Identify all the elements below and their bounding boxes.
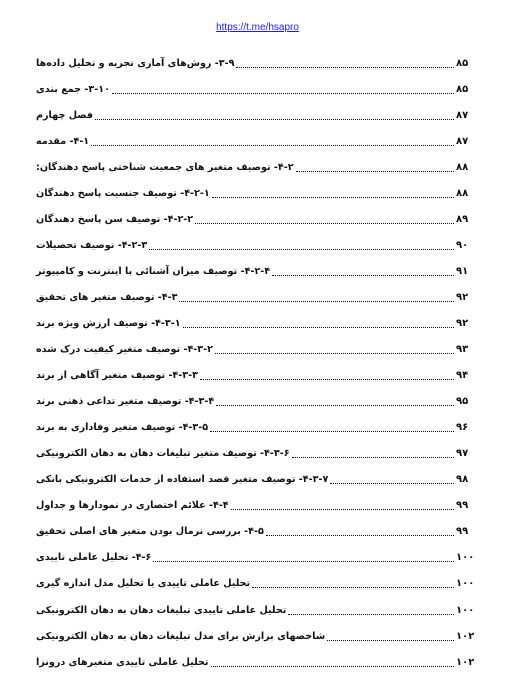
- toc-entry-title: فصل چهارم: [36, 109, 94, 121]
- toc-entry[interactable]: [34, 389, 482, 415]
- toc-entry-page-number: ۸۷: [456, 109, 469, 121]
- toc-entry-title: ۴-۵- بررسی نرمال بودن متغیر های اصلی تحقیق: [36, 526, 264, 538]
- toc-entry-title: تحلیل عاملی تاییدی متغیرهای درونزا: [36, 656, 209, 668]
- toc-entry-title: ۴-۳-۴- توصیف متغیر تداعی ذهنی برند: [36, 396, 215, 408]
- toc-entry[interactable]: [34, 50, 482, 76]
- dot-leader: [149, 249, 454, 250]
- toc-entry-title: ۴-۳-۲- توصیف متغیر کیفیت درک شده: [36, 344, 213, 356]
- dot-leader: [91, 145, 454, 146]
- toc-entry[interactable]: [34, 310, 482, 336]
- toc-entry[interactable]: [34, 649, 482, 675]
- toc-entry-page-number: ۱۰۲: [456, 630, 475, 642]
- table-of-contents: [34, 50, 482, 675]
- toc-entry-page-number: ۸۸: [456, 187, 469, 199]
- toc-entry-page-number: ۹۵: [456, 396, 469, 408]
- toc-entry-page-number: ۸۵: [456, 57, 469, 69]
- dot-leader: [292, 457, 454, 458]
- toc-entry-page-number: ۹۹: [456, 500, 469, 512]
- toc-entry[interactable]: [34, 467, 482, 493]
- toc-entry-page-number: ۹۹: [456, 526, 469, 538]
- dot-leader: [183, 327, 454, 328]
- toc-entry-title: ۴-۲-۲- توصیف سن پاسخ دهندگان: [36, 213, 194, 225]
- toc-entry[interactable]: [34, 232, 482, 258]
- dot-leader: [330, 483, 454, 484]
- toc-entry-title: ۳-۱۰- جمع بندی: [36, 83, 110, 95]
- toc-entry-title: ۴-۳- توصیف متغیر های تحقیق: [36, 291, 178, 303]
- dot-leader: [112, 93, 454, 94]
- toc-entry-title: ۴-۳-۵- توصیف متغیر وفاداری به برند: [36, 422, 209, 434]
- toc-entry-title: شاخصهای برازش برای مدل تبلیغات دهان به دهان الکترونیکی: [36, 630, 326, 642]
- toc-entry-page-number: ۹۴: [456, 370, 469, 382]
- toc-entry-page-number: ۸۸: [456, 161, 469, 173]
- dot-leader: [252, 587, 454, 588]
- dot-leader: [215, 353, 454, 354]
- toc-entry[interactable]: [34, 363, 482, 389]
- toc-entry-page-number: ۹۶: [456, 422, 469, 434]
- toc-entry-page-number: ۸۹: [456, 213, 469, 225]
- toc-entry-page-number: ۸۵: [456, 83, 469, 95]
- toc-entry-title: تحلیل عاملی تاییدی تبلیغات دهان به دهان الکترونیکی: [36, 604, 287, 616]
- dot-leader: [288, 614, 454, 615]
- toc-entry-page-number: ۱۰۰: [456, 578, 475, 590]
- toc-entry[interactable]: [34, 493, 482, 519]
- dot-leader: [272, 275, 454, 276]
- toc-entry[interactable]: [34, 519, 482, 545]
- toc-entry-page-number: ۹۰: [456, 239, 469, 251]
- dot-leader: [296, 171, 454, 172]
- toc-entry[interactable]: [34, 206, 482, 232]
- toc-entry[interactable]: [34, 623, 482, 649]
- toc-entry[interactable]: [34, 284, 482, 310]
- toc-entry[interactable]: [34, 337, 482, 363]
- dot-leader: [236, 67, 454, 68]
- toc-entry-title: ۴-۳-۶- توصیف متغیر تبلیغات دهان به دهان الکترونیکی: [36, 448, 290, 460]
- toc-entry-title: ۴-۲-۴- توصیف میزان آشنائی با اینترنت و کامپیوتر: [36, 265, 271, 277]
- toc-entry-page-number: ۹۸: [456, 474, 469, 486]
- toc-entry-page-number: ۱۰۲: [456, 656, 475, 668]
- dot-leader: [231, 509, 454, 510]
- dot-leader: [266, 535, 454, 536]
- toc-entry[interactable]: [34, 76, 482, 102]
- toc-entry-page-number: ۸۷: [456, 135, 469, 147]
- toc-entry-title: ۴-۲-۱- توصیف جنسیت پاسخ دهندگان: [36, 187, 210, 199]
- toc-entry-page-number: ۹۳: [456, 344, 469, 356]
- toc-entry[interactable]: [34, 154, 482, 180]
- toc-entry[interactable]: [34, 597, 482, 623]
- toc-entry[interactable]: [34, 571, 482, 597]
- toc-entry[interactable]: [34, 258, 482, 284]
- toc-entry-page-number: ۱۰۰: [456, 552, 475, 564]
- toc-entry-title: ۴-۴- علائم اختصاری در نمودارها و جداول: [36, 500, 229, 512]
- toc-entry-page-number: ۹۷: [456, 448, 469, 460]
- toc-entry-title: ۴-۳-۷- توصیف متغیر قصد استفاده از خدمات الکترونیکی بانکی: [36, 474, 329, 486]
- toc-entry-title: ۳-۹- روش‌های آماری تجزیه و تحلیل داده‌ها: [36, 57, 235, 69]
- toc-entry[interactable]: [34, 128, 482, 154]
- toc-entry[interactable]: [34, 102, 482, 128]
- toc-entry-page-number: ۱۰۰: [456, 604, 475, 616]
- dot-leader: [179, 301, 454, 302]
- header-link[interactable]: https://t.me/hsapro: [216, 22, 299, 33]
- toc-entry-title: ۴-۳-۳- توصیف متغیر آگاهی از برند: [36, 370, 198, 382]
- dot-leader: [216, 405, 454, 406]
- toc-entry[interactable]: [34, 441, 482, 467]
- dot-leader: [195, 223, 454, 224]
- dot-leader: [200, 379, 454, 380]
- toc-entry-title: ۴-۳-۱- توصیف ارزش ویژه برند: [36, 317, 181, 329]
- toc-entry-title: ۴-۲-۳- توصیف تحصیلات: [36, 239, 148, 251]
- toc-entry-title: تحلیل عاملی تاییدی یا تحلیل مدل اندازه گیری: [36, 578, 251, 590]
- toc-entry-title: ۴-۱- مقدمه: [36, 135, 90, 147]
- toc-entry[interactable]: [34, 180, 482, 206]
- dot-leader: [210, 431, 454, 432]
- toc-entry[interactable]: [34, 545, 482, 571]
- dot-leader: [212, 197, 454, 198]
- dot-leader: [327, 640, 454, 641]
- toc-entry-title: ۴-۲- توصیف متغیر های جمعیت شناختی پاسخ دهندگان:: [36, 161, 294, 173]
- toc-entry-page-number: ۹۱: [456, 265, 469, 277]
- dot-leader: [211, 666, 454, 667]
- dot-leader: [153, 561, 454, 562]
- toc-entry-title: ۴-۶- تحلیل عاملی تاییدی: [36, 552, 152, 564]
- toc-entry-page-number: ۹۲: [456, 291, 469, 303]
- toc-entry[interactable]: [34, 415, 482, 441]
- toc-entry-page-number: ۹۲: [456, 317, 469, 329]
- dot-leader: [95, 119, 454, 120]
